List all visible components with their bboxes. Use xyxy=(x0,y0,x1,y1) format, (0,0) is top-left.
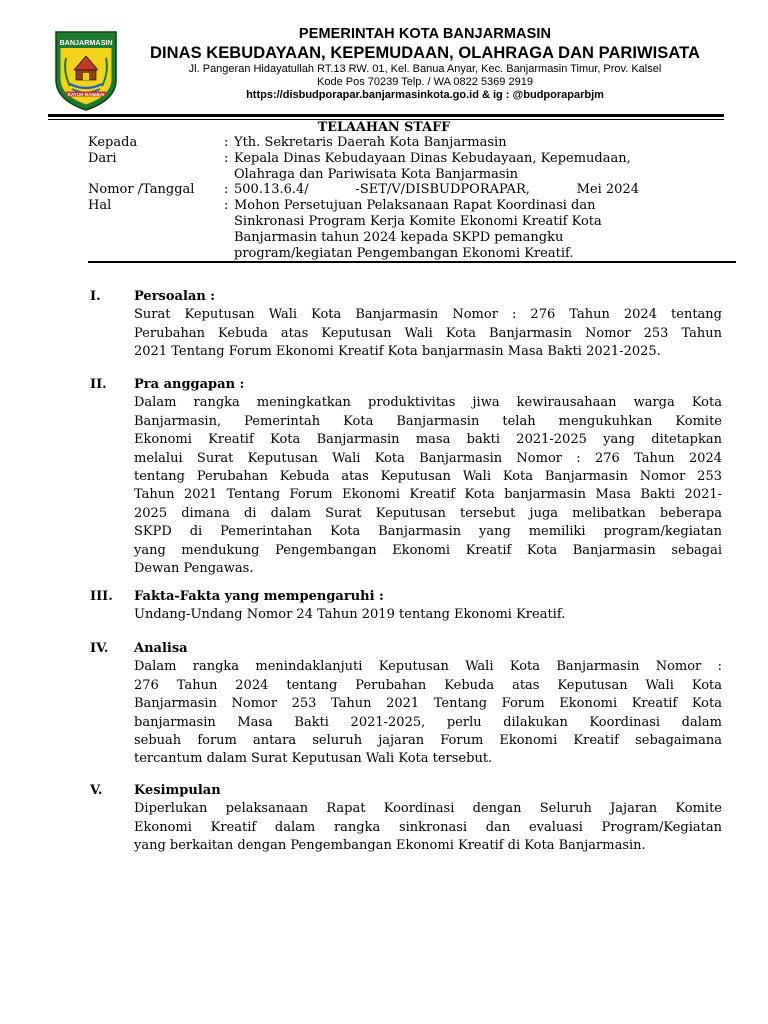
meta-value-line: Banjarmasin tahun 2024 kepada SKPD pemangku xyxy=(234,229,564,245)
section-number: V. xyxy=(90,783,103,798)
meta-value xyxy=(234,182,728,198)
meta-value-line: program/kegiatan Pengembangan Ekonomi Kreatif. xyxy=(234,245,574,261)
meta-colon: : xyxy=(224,135,229,150)
section-line: Undang-Undang Nomor 24 Tahun 2019 tentang Ekonomi Kreatif. xyxy=(134,607,566,623)
meta-value-line: Sinkronasi Program Kerja Komite Ekonomi Kreatif Kota xyxy=(234,213,602,229)
agency-contact: Kode Pos 70239 Telp. / WA 0822 5369 2919 xyxy=(317,76,533,89)
memo-header xyxy=(88,135,728,261)
section-line: tentang Perubahan Kebuda atas Keputusan Wali Kota Banjarmasin Nomor 253 xyxy=(134,469,722,485)
section-heading: Kesimpulan xyxy=(134,783,221,798)
meta-row-kepada xyxy=(88,135,728,151)
meta-colon: : xyxy=(224,150,229,166)
logo-text-top: BANJARMASIN xyxy=(59,38,113,47)
section-line: Banjarmasin, Pemerintah Kota Banjarmasin telah mengukuhkan Komite xyxy=(134,413,722,429)
meta-row-dari xyxy=(88,151,728,183)
section-line: Ekonomi Kreatif Kota Banjarmasin masa bakti 2021-2025 yang ditetapkan xyxy=(134,432,722,448)
section-line: melalui Surat Keputusan Wali Kota Banjarmasin Nomor : 276 Tahun 2024 xyxy=(134,450,722,466)
document-date: Mei 2024 xyxy=(576,182,639,198)
section-line: Tahun 2021 Tentang Forum Ekonomi Kreatif Kota banjarmasin Masa Bakti 2021- xyxy=(134,487,722,503)
section-pra-anggapan xyxy=(90,376,722,576)
agency-name: DINAS KEBUDAYAAN, KEPEMUDAAN, OLAHRAGA DAN PARIWISATA xyxy=(150,44,700,62)
meta-label: Kepada xyxy=(88,135,138,150)
banjarmasin-coat-of-arms-logo xyxy=(52,28,120,112)
agency-website: https://disbudporapar.banjarmasinkota.go.id & ig : @budporaparbjm xyxy=(246,89,604,102)
meta-value-line: Olahraga dan Pariwisata Kota Banjarmasin xyxy=(234,166,519,182)
section-number: II. xyxy=(90,377,107,392)
logo-text-bottom: KAYUH BAIMBAI xyxy=(67,92,105,97)
document-title: TELAAHAN STAFF xyxy=(317,120,451,135)
meta-label: Nomor /Tanggal xyxy=(88,182,195,198)
section-line: 276 Tahun 2024 tentang Perubahan Kebuda atas Keputusan Wali Kota xyxy=(134,677,722,693)
meta-value xyxy=(234,198,728,261)
meta-row-nomor xyxy=(88,182,728,198)
document-number-suffix: -SET/V/DISBUDPORAPAR, xyxy=(355,182,530,198)
section-line: yang berkaitan dengan Pengembangan Ekonomi Kreatif di Kota Banjarmasin. xyxy=(134,838,646,854)
meta-label: Dari xyxy=(88,150,117,166)
section-body xyxy=(134,606,722,624)
meta-row-hal xyxy=(88,198,728,261)
meta-colon: : xyxy=(224,198,229,214)
meta-value xyxy=(234,151,728,183)
section-body xyxy=(134,306,722,361)
letterhead-text xyxy=(128,26,722,103)
meta-colon: : xyxy=(224,182,229,198)
section-line: Diperlukan pelaksanaan Rapat Koordinasi dengan Seluruh Jajaran Komite xyxy=(134,801,722,817)
section-body xyxy=(134,658,722,768)
section-line: tercantum dalam Surat Keputusan Wali Kota tersebut. xyxy=(134,751,493,767)
section-heading: Pra anggapan : xyxy=(134,377,245,392)
meta-value-line: Mohon Persetujuan Pelaksanaan Rapat Koordinasi dan xyxy=(234,198,596,214)
section-kesimpulan xyxy=(90,782,722,858)
section-line: yang mendukung Pengembangan Ekonomi Kreatif Kota Banjarmasin sebagai xyxy=(134,542,722,558)
agency-address: Jl. Pangeran Hidayatullah RT.13 RW. 01, Kel. Banua Anyar, Kec. Banjarmasin Timur, Prov. Kalsel xyxy=(188,63,662,75)
letterhead-divider-thick xyxy=(48,114,724,117)
document-number xyxy=(234,182,639,198)
section-line: SKPD di Pemerintahan Kota Banjarmasin yang memiliki program/kegiatan xyxy=(134,524,722,540)
section-body xyxy=(134,800,722,855)
section-number: III. xyxy=(90,589,113,604)
meta-value-line: Kepala Dinas Kebudayaan Dinas Kebudayaan, Kepemudaan, xyxy=(234,150,631,166)
section-line: Perubahan Kebuda atas Keputusan Wali Kota Banjarmasin Nomor 253 Tahun xyxy=(134,325,722,341)
section-line: Banjarmasin Nomor 253 Tahun 2021 Tentang Forum Ekonomi Kreatif Kota xyxy=(134,696,722,712)
section-line: Ekonomi Kreatif dalam rangka sinkronasi dan evaluasi Program/Kegiatan xyxy=(134,819,722,835)
section-analisa xyxy=(90,640,722,770)
section-line: banjarmasin Masa Bakti 2021-2025, perlu dilakukan Koordinasi dalam xyxy=(134,714,722,730)
government-name: PEMERINTAH KOTA BANJARMASIN xyxy=(298,26,552,42)
memo-header-divider xyxy=(88,261,736,263)
section-line: Dewan Pengawas. xyxy=(134,561,254,577)
section-body xyxy=(134,394,722,578)
section-line: sebuah forum antara seluruh jajaran Forum Ekonomi Kreatif sebagaimana xyxy=(134,733,722,749)
section-heading: Analisa xyxy=(134,641,188,656)
section-line: Dalam rangka meningkatkan produktivitas jiwa kewirausahaan warga Kota xyxy=(134,395,722,411)
section-heading: Fakta-Fakta yang mempengaruhi : xyxy=(134,589,384,604)
section-heading: Persoalan : xyxy=(134,289,216,304)
section-fakta-fakta xyxy=(90,588,722,628)
section-line: 2021 Tentang Forum Ekonomi Kreatif Kota banjarmasin Masa Bakti 2021-2025. xyxy=(134,344,661,360)
meta-label: Hal xyxy=(88,198,112,214)
section-line: Surat Keputusan Wali Kota Banjarmasin Nomor : 276 Tahun 2024 tentang xyxy=(134,307,722,323)
section-line: 2025 dimana di dalam Surat Keputusan tersebut juga melibatkan beberapa xyxy=(134,505,722,521)
section-number: IV. xyxy=(90,641,109,656)
meta-value: Yth. Sekretaris Daerah Kota Banjarmasin xyxy=(234,135,507,150)
section-number: I. xyxy=(90,289,101,304)
section-line: Dalam rangka menindaklanjuti Keputusan Wali Kota Banjarmasin Nomor : xyxy=(134,659,722,675)
section-persoalan xyxy=(90,288,722,364)
document-number-prefix: 500.13.6.4/ xyxy=(234,182,309,198)
